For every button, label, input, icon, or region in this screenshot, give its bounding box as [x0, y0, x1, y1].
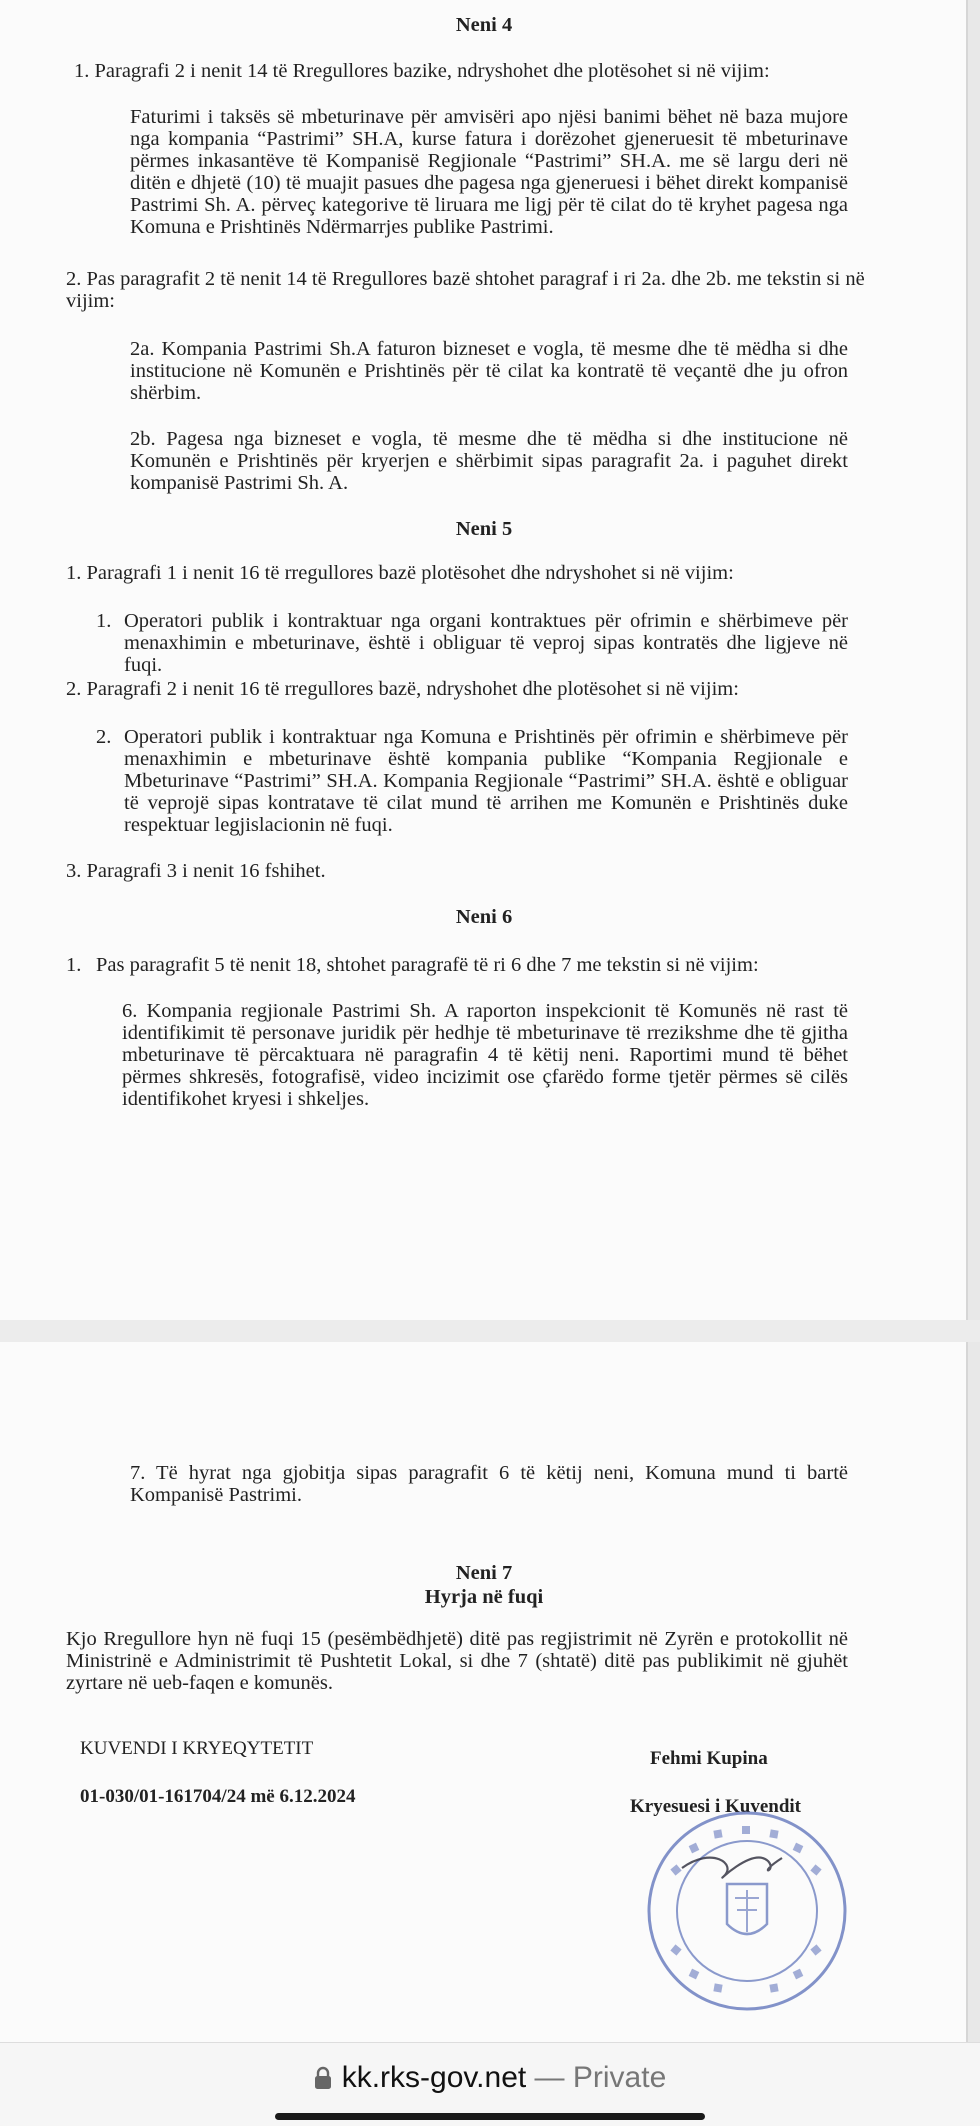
official-seal-icon	[642, 1806, 852, 2016]
neni-4-paragraph-2b: 2b. Pagesa nga bizneset e vogla, të mesme dhe të mëdha si dhe institucione në Komunën e Prishtinës për kryerjen e shërbimit sipas paragrafit 2a. i paguhet direkt kompanisë Pastrimi Sh. A.	[130, 428, 848, 494]
neni-4-paragraph-1: 1. Paragrafi 2 i nenit 14 të Rregullores bazike, ndryshohet dhe plotësohet si në vijim:	[74, 60, 770, 82]
neni-6-paragraph-1: Pas paragrafit 5 të nenit 18, shtohet paragrafë të ri 6 dhe 7 me tekstin si në vijim:	[96, 954, 759, 976]
url-domain: kk.rks-gov.net	[341, 2061, 527, 2094]
neni-6-heading: Neni 6	[455, 906, 513, 928]
home-indicator[interactable]	[275, 2113, 705, 2120]
neni-7-heading: Neni 7	[455, 1562, 513, 1584]
neni-7-body: Kjo Rregullore hyn në fuqi 15 (pesëmbëdhjetë) ditë pas regjistrimit në Zyrën e protokollit në Ministrinë e Administrimit të Pushtetit Lokal, si dhe 7 (shtatë) ditë pas publikimit në gjuhët zyrtare në ueb-faqen e komunës.	[66, 1628, 848, 1694]
neni-5-paragraph-1-body: Operatori publik i kontraktuar nga organi kontraktues për ofrimin e shërbimeve për menaxhimin e mbeturinave, është i obliguar të veproj sipas kontratës dhe ligjeve në fuqi.	[124, 610, 848, 676]
neni-5-paragraph-1-number: 1.	[96, 610, 112, 632]
private-mode-label: Private	[572, 2061, 667, 2094]
neni-5-paragraph-2: 2. Paragrafi 2 i nenit 16 të rregullores bazë, ndryshohet dhe plotësohet si në vijim:	[66, 678, 739, 700]
url-display[interactable]	[0, 2061, 980, 2095]
issuing-office: KUVENDI I KRYEQYTETIT	[80, 1738, 314, 1759]
signatory-title: Kryesuesi i Kuvendit	[630, 1796, 802, 1817]
neni-4-heading: Neni 4	[455, 14, 513, 36]
neni-4-paragraph-1-body: Faturimi i taksës së mbeturinave për amvisëri apo njësi banimi bëhet në baza mujore nga kompania “Pastrimi” SH.A, kurse fatura i dorëzohet gjeneruesit të mbeturinave përmes inkasantëve të Kompanisë Regjionale “Pastrimi” SH.A. me së largu deri në ditën e dhjetë (10) të muajit pasues dhe pagesa nga gjeneruesi i bëhet direkt kompanisë Pastrimi Sh. A. përveç kategorive të liruara me ligj për të cilat do të kryhet pagesa nga Komuna e Prishtinës Ndërmarrjes publike Pastrimi.	[130, 106, 848, 238]
signatory-name: Fehmi Kupina	[650, 1748, 768, 1769]
document-reference: 01-030/01-161704/24 më 6.12.2024	[80, 1786, 356, 1807]
page-separator	[0, 1320, 980, 1342]
neni-7-subtitle: Hyrja në fuqi	[424, 1586, 544, 1608]
lock-icon	[314, 2066, 332, 2090]
neni-4-paragraph-2a: 2a. Kompania Pastrimi Sh.A faturon bizneset e vogla, të mesme dhe të mëdha si dhe institucione në Komunën e Prishtinës për të cilat ka kontratë të veçantë dhe ju ofron shërbim.	[130, 338, 848, 404]
neni-6-paragraph-1-number: 1.	[66, 954, 82, 976]
neni-6-paragraph-7: 7. Të hyrat nga gjobitja sipas paragrafit 6 të këtij neni, Komuna mund ti bartë Kompanisë Pastrimi.	[130, 1462, 848, 1506]
neni-5-paragraph-3: 3. Paragrafi 3 i nenit 16 fshihet.	[66, 860, 326, 882]
neni-5-paragraph-2-number: 2.	[96, 726, 112, 748]
url-separator: —	[526, 2061, 573, 2094]
neni-6-paragraph-6: 6. Kompania regjionale Pastrimi Sh. A raporton inspekcionit të Komunës në rast të identifikimit të personave juridik për hedhje të mbeturinave të rrezikshme dhe të gjitha mbeturinave të përcaktuara në paragrafin 4 të këtij neni. Raportimi mund të bëhet përmes shkresës, fotografisë, video incizimit ose çfarëdo forme tjetër përmes së cilës identifikohet kryesi i shkeljes.	[122, 1000, 848, 1110]
neni-4-paragraph-2: 2. Pas paragrafit 2 të nenit 14 të Rregullores bazë shtohet paragraf i ri 2a. dhe 2b. me tekstin si në vijim:	[66, 268, 865, 312]
neni-5-paragraph-2-body: Operatori publik i kontraktuar nga Komuna e Prishtinës për ofrimin e shërbimeve për menaxhimin e mbeturinave është kompania publike “Kompania Regjionale e Mbeturinave “Pastrimi” SH.A. Kompania Regjionale “Pastrimi” SH.A. është e obliguar të veprojë sipas kontratave të cilat mund të arrihen me Komunën e Prishtinës duke respektuar legjislacionin në fuqi.	[124, 726, 848, 836]
neni-5-heading: Neni 5	[455, 518, 513, 540]
neni-5-paragraph-1: 1. Paragrafi 1 i nenit 16 të rregullores bazë plotësohet dhe ndryshohet si në vijim:	[66, 562, 734, 584]
